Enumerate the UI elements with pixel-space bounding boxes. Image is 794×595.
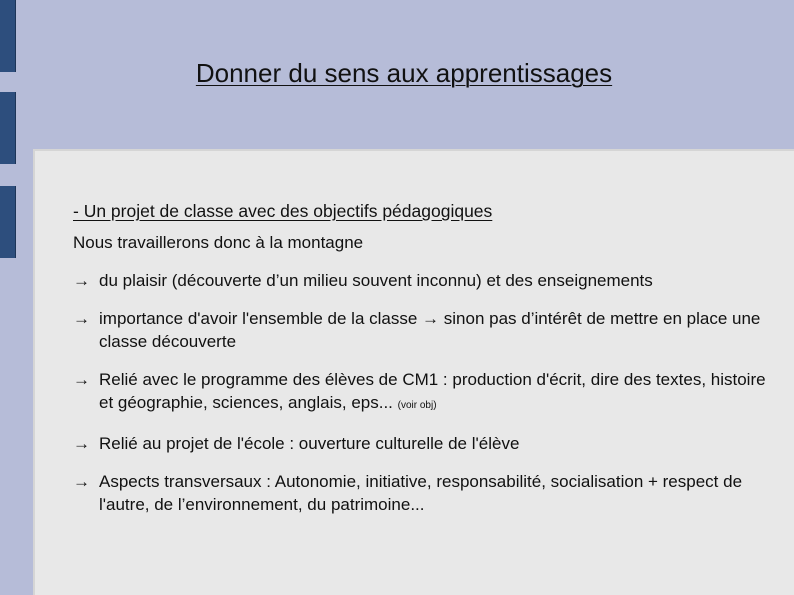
arrow-icon: → [73,370,90,389]
list-item [73,368,773,417]
list-item [73,470,773,516]
list-item-text: Relié au projet de l'école : ouverture culturelle de l'élève [99,434,520,453]
arrow-icon: → [73,434,90,453]
list-item [73,307,773,353]
decorative-bar-middle [0,92,16,164]
list-item-text-wrap [99,368,773,417]
list-item-text: Relié avec le programme des élèves de CM1 : production d'écrit, dire des textes, histoire et géographie, sciences, anglais, eps... [99,370,766,412]
list-item-text: du plaisir (découverte d’un milieu souvent inconnu) et des enseignements [99,271,653,290]
intro-text: Nous travaillerons donc à la montagne [73,233,364,252]
decorative-bar-bottom [0,186,16,258]
arrow-icon: → [73,472,90,491]
list-item-text: Aspects transversaux : Autonomie, initiative, responsabilité, socialisation + respect de l'autre, de l’environnement, du patrimoine... [99,472,743,514]
list-item-text: importance d'avoir l'ensemble de la classe → sinon pas d’intérêt de mettre en place une classe découverte [99,309,761,351]
arrow-icon: → [73,271,90,290]
slide-title: Donner du sens aux apprentissages [195,58,613,88]
arrow-icon: → [73,309,90,328]
slide-content [73,200,773,531]
list-item [73,269,773,292]
list-item-note: (voir obj) [397,400,437,411]
slide-subtitle: - Un projet de classe avec des objectifs pédagogiques [73,201,493,221]
list-item [73,432,773,455]
